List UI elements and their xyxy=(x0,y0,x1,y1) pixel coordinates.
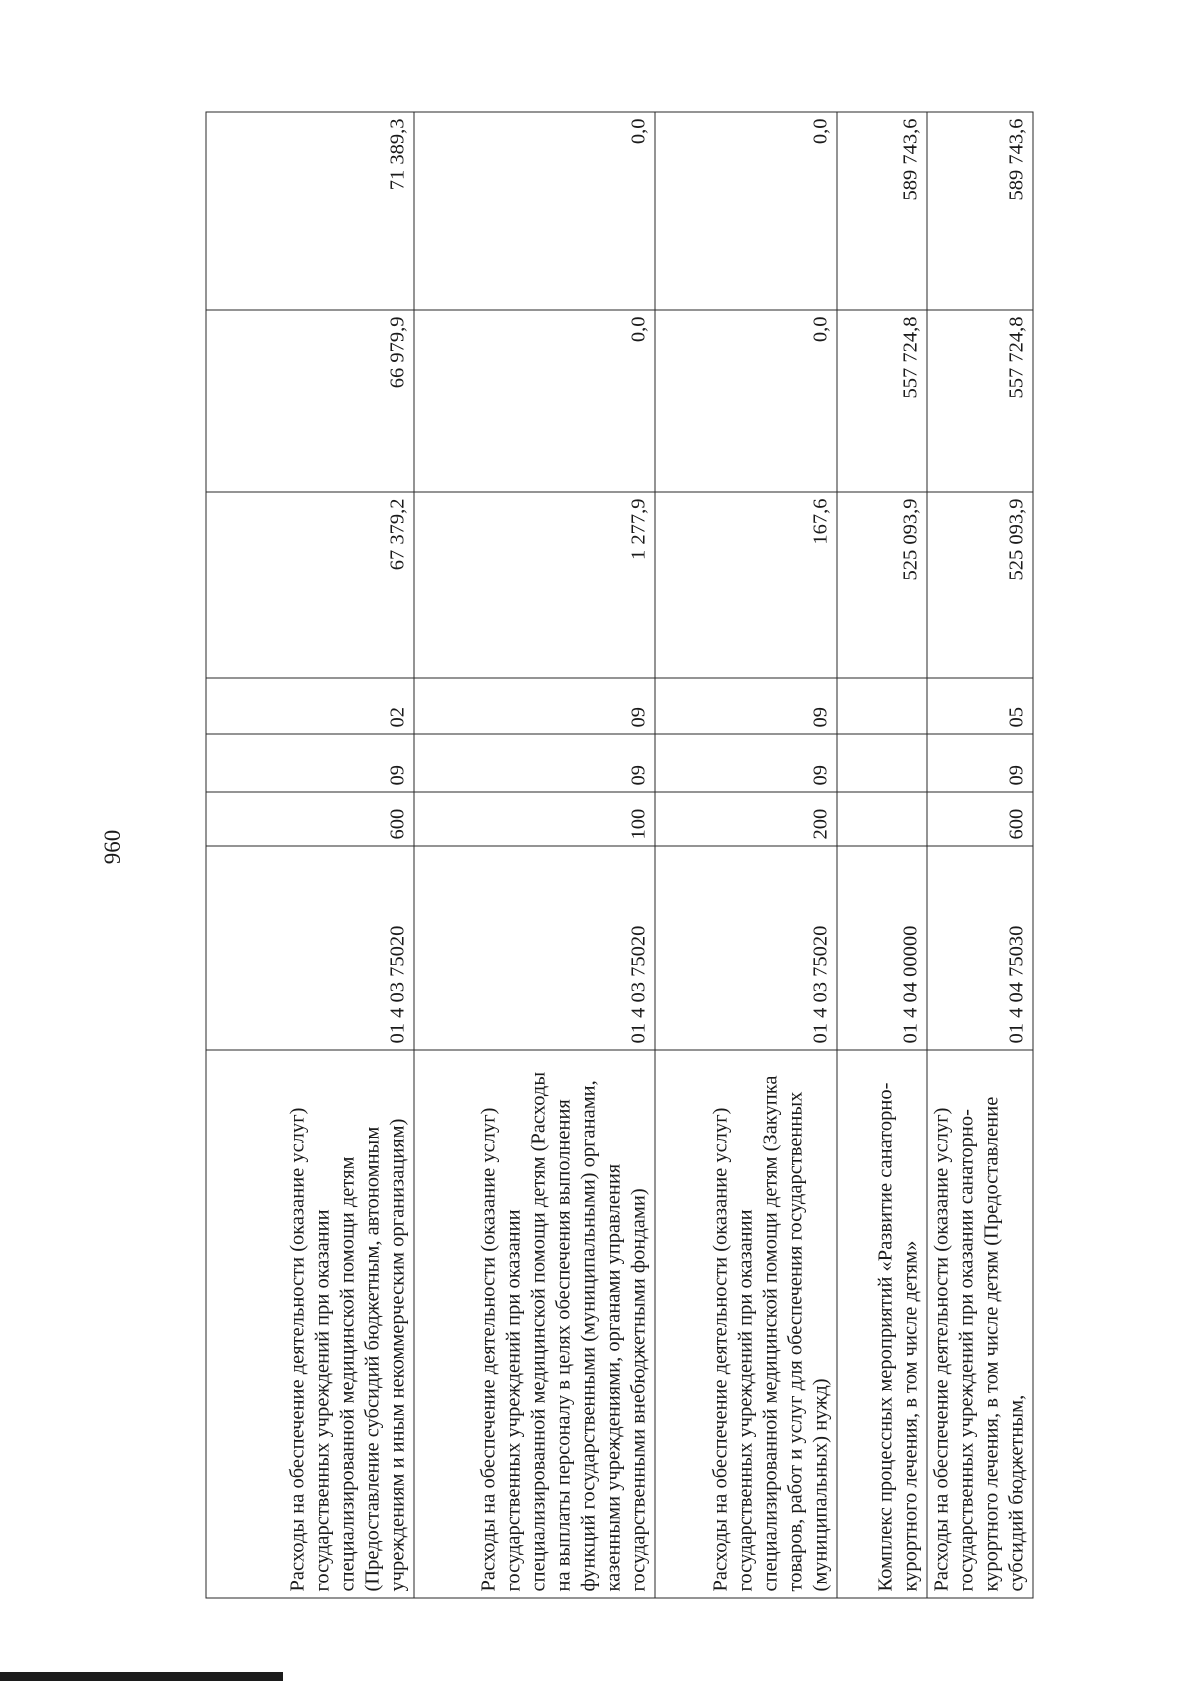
table-row xyxy=(655,112,837,1598)
row-rz xyxy=(837,734,927,792)
table-row xyxy=(837,112,927,1598)
row-value-2: 0,0 xyxy=(414,310,655,492)
row-vr: 600 xyxy=(206,792,414,846)
row-pr: 09 xyxy=(655,678,837,734)
table-row xyxy=(206,112,414,1598)
row-code: 01 4 03 75020 xyxy=(206,846,414,1050)
scan-edge-bar xyxy=(0,1672,283,1681)
row-value-1: 525 093,9 xyxy=(927,492,1033,678)
row-rz: 09 xyxy=(206,734,414,792)
row-value-3: 0,0 xyxy=(655,112,837,310)
row-value-2: 557 724,8 xyxy=(837,310,927,492)
row-value-3: 589 743,6 xyxy=(927,112,1033,310)
row-code: 01 4 04 00000 xyxy=(837,846,927,1050)
budget-table-rotated xyxy=(205,112,1027,1598)
row-pr: 05 xyxy=(927,678,1033,734)
row-value-1: 525 093,9 xyxy=(837,492,927,678)
row-pr: 09 xyxy=(414,678,655,734)
row-vr: 100 xyxy=(414,792,655,846)
table-row xyxy=(927,112,1033,1598)
row-description: Расходы на обеспечение деятельности (оказание услуг) государственных учреждений при оказании специализированной медицинской помощи детям (Расходы на выплаты персоналу в целях обеспечения выполнения функций государственными (муниципальными) органами, казенными учреждениями, органами управления государственными внебюджетными фондами) xyxy=(414,1050,655,1598)
row-code: 01 4 03 75020 xyxy=(655,846,837,1050)
row-vr: 600 xyxy=(927,792,1033,846)
table-row xyxy=(414,112,655,1598)
row-value-1: 67 379,2 xyxy=(206,492,414,678)
row-rz: 09 xyxy=(414,734,655,792)
row-value-3: 589 743,6 xyxy=(837,112,927,310)
row-value-3: 71 389,3 xyxy=(206,112,414,310)
row-description: Комплекс процессных мероприятий «Развитие санаторно-курортного лечения, в том числе детям» xyxy=(837,1050,927,1598)
budget-table xyxy=(205,111,1033,1598)
row-code: 01 4 03 75020 xyxy=(414,846,655,1050)
row-value-1: 167,6 xyxy=(655,492,837,678)
row-pr xyxy=(837,678,927,734)
row-value-2: 0,0 xyxy=(655,310,837,492)
row-code: 01 4 04 75030 xyxy=(927,846,1033,1050)
row-value-2: 66 979,9 xyxy=(206,310,414,492)
row-value-1: 1 277,9 xyxy=(414,492,655,678)
row-vr xyxy=(837,792,927,846)
row-vr: 200 xyxy=(655,792,837,846)
row-rz: 09 xyxy=(927,734,1033,792)
row-value-3: 0,0 xyxy=(414,112,655,310)
row-description: Расходы на обеспечение деятельности (оказание услуг) государственных учреждений при оказании специализированной медицинской помощи детям (Закупка товаров, работ и услуг для обеспечения государственных (муниципальных) нужд) xyxy=(655,1050,837,1598)
row-value-2: 557 724,8 xyxy=(927,310,1033,492)
row-pr: 02 xyxy=(206,678,414,734)
page-number: 960 xyxy=(100,829,125,865)
row-description: Расходы на обеспечение деятельности (оказание услуг) государственных учреждений при оказании специализированной медицинской помощи детям (Предоставление субсидий бюджетным, автономным учреждениям и иным некоммерческим организациям) xyxy=(206,1050,414,1598)
row-description: Расходы на обеспечение деятельности (оказание услуг) государственных учреждений при оказании санаторно-курортного лечения, в том числе детям (Предоставление субсидий бюджетным, xyxy=(927,1050,1033,1598)
row-rz: 09 xyxy=(655,734,837,792)
